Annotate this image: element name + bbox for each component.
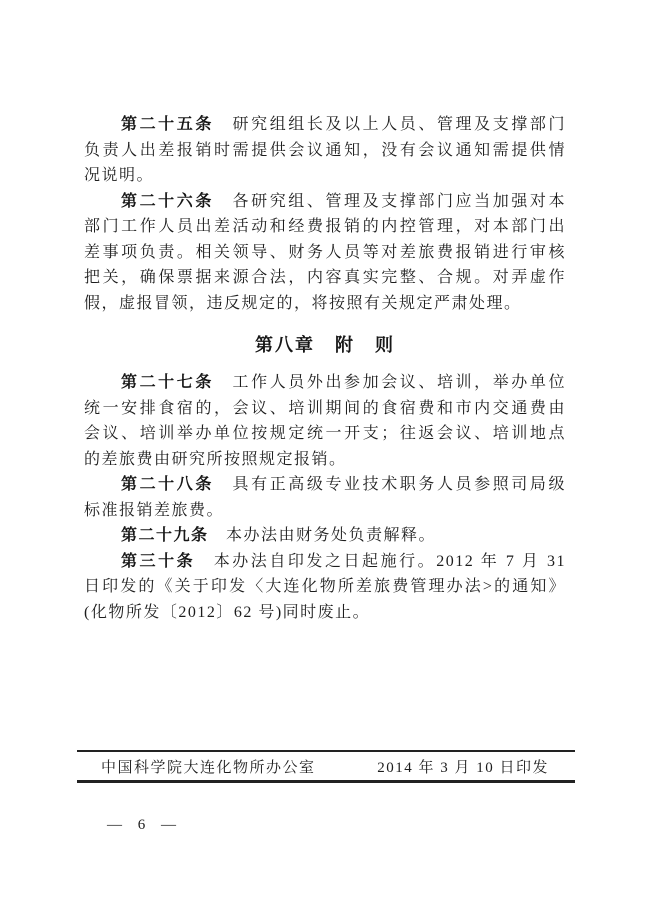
text-line: 况说明。 [84, 167, 155, 184]
text-line: 标准报销差旅费。 [84, 501, 225, 519]
article-number: 第二十六条 [121, 192, 214, 210]
text-line: 会议、培训举办单位按规定统一开支；往返会议、培训地点 [84, 425, 566, 442]
text-line: (化物所发〔2012〕62 号)同时废止。 [84, 603, 371, 621]
article-28 [84, 472, 566, 523]
document-body [84, 112, 566, 625]
article-number: 第二十八条 [121, 476, 214, 493]
line-text: 本办法自印发之日起施行。2012 年 7 月 31 [195, 552, 566, 570]
line-text: 工作人员外出参加会议、培训，举办单位 [213, 374, 566, 391]
text-line: 的差旅费由研究所按照规定报销。 [84, 450, 347, 468]
article-number: 第二十五条 [121, 116, 214, 133]
text-line: 统一安排食宿的，会议、培训期间的食宿费和市内交通费由 [84, 399, 566, 417]
chapter-heading: 第八章 附 则 [255, 335, 395, 355]
colophon-bar [77, 750, 575, 783]
article-26 [84, 189, 566, 317]
line-text: 具有正高级专业技术职务人员参照司局级 [213, 476, 566, 493]
text-line: 负责人出差报销时需提供会议通知，没有会议通知需提供情 [84, 141, 566, 159]
text-line [84, 472, 566, 498]
text-line: 假，虚报冒领，违反规定的，将按照有关规定严肃处理。 [84, 294, 522, 312]
article-number: 第二十七条 [121, 374, 214, 391]
issuing-office: 中国科学院大连化物所办公室 [101, 759, 316, 776]
line-text: 各研究组、管理及支撑部门应当加强对本 [213, 192, 566, 210]
colophon-row [77, 752, 575, 780]
article-27 [84, 370, 566, 472]
article-30 [84, 549, 566, 626]
text-line [84, 189, 566, 215]
text-line: 日印发的《关于印发〈大连化物所差旅费管理办法>的通知》 [84, 578, 566, 595]
print-date: 2014 年 3 月 10 日印发 [377, 759, 549, 776]
text-line [84, 112, 566, 138]
text-line [84, 370, 566, 396]
text-line: 差事项负责。相关领导、财务人员等对差旅费报销进行审核 [84, 243, 566, 261]
page-number: — 6 — [107, 817, 176, 833]
text-line: 部门工作人员出差活动和经费报销的内控管理，对本部门出 [84, 218, 566, 235]
article-number: 第三十条 [121, 552, 196, 570]
line-text: 本办法由财务处负责解释。 [208, 527, 437, 544]
article-number: 第二十九条 [121, 527, 209, 544]
line-text: 研究组组长及以上人员、管理及支撑部门 [213, 116, 566, 133]
text-line [84, 549, 566, 575]
text-line: 把关，确保票据来源合法，内容真实完整、合规。对弄虚作 [84, 269, 566, 286]
article-29 [84, 523, 566, 549]
article-25 [84, 112, 566, 189]
text-line [84, 523, 566, 549]
